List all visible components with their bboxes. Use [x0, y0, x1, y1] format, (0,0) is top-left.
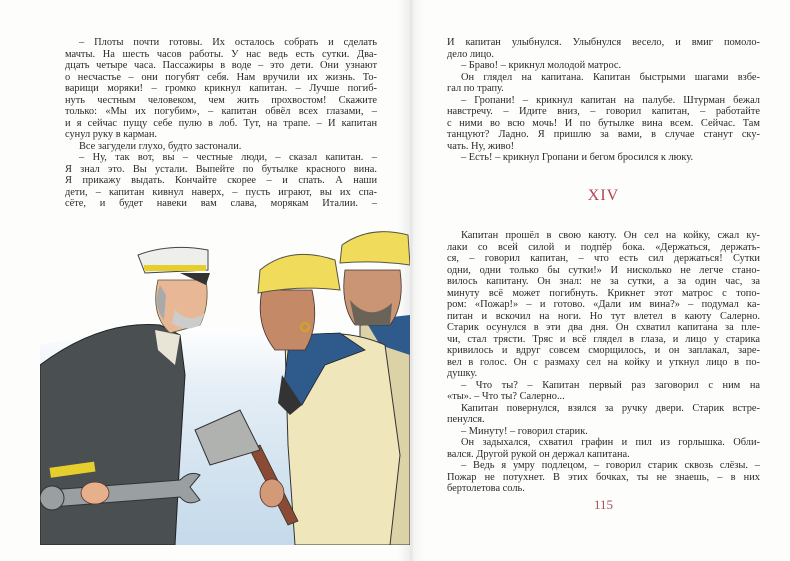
paragraph [447, 403, 760, 426]
text-line: одни, одни только бы сутки!» И нисколько не легче стано- [447, 264, 760, 276]
text-line: ся, – говорил капитан, – что есть сил держаться! Сутки [447, 253, 760, 264]
text-line: мачты. На шесть часов работы. У нас ведь есть сутки. Два- [65, 48, 377, 60]
text-line: Старик осунулся в эти два дня. Он схватил капитана за пле- [447, 322, 760, 333]
text-line: варищи моряки! – громко крикнул капитан. – Лучше погиб- [65, 83, 377, 94]
text-line: – Есть! – крикнул Гропани и бегом бросился к люку. [461, 152, 694, 163]
text-line: кривилось и вдруг совсем сморщилось, и он заплакал, заре- [447, 345, 760, 356]
illustration-captain-and-sailors [40, 225, 410, 545]
text-line: Капитан прошёл в свою каюту. Он сел на койку, сжал ку- [461, 230, 760, 241]
right-page-text-top [447, 37, 760, 164]
text-line: душку. [447, 368, 478, 379]
text-line: Капитан повернулся, взялся за ручку двери. Старик встре- [461, 402, 760, 414]
text-line: И капитан улыбнулся. Улыбнулся весело, и вмиг помоло- [447, 37, 760, 48]
text-line: навстречу. – Идите вниз, – говорил капитан, – работайте [447, 106, 760, 117]
text-line: ром: «Пожар!» – и готово. «Дали им вина?» – подумал ка- [447, 299, 760, 310]
paragraph [447, 230, 760, 380]
text-line: танцуют? Ладно. Я пришлю за вами, в случае станут ску- [447, 129, 760, 140]
text-line: Все загудели глухо, будто застонали. [79, 140, 242, 152]
text-line: нуть честным человеком, чем жить прохвостом! Скажите [65, 94, 377, 106]
paragraph [65, 37, 377, 141]
text-line: – Ведь я умру подлецом, – говорил старик сквозь слёзы. – [461, 460, 760, 471]
paragraph [447, 426, 760, 438]
text-line: – Что ты? – Капитан первый раз заговорил с ним на [461, 379, 760, 391]
text-line: сунул руку в карман. [65, 129, 158, 140]
text-line: Он задыхался, схватил графин и пил из горлышка. Обли- [461, 437, 760, 448]
left-page-text [65, 37, 377, 210]
paragraph [65, 141, 377, 153]
text-line: гал по трапу. [447, 83, 504, 94]
right-page-text-bottom [447, 230, 760, 495]
text-line: – Гропани! – крикнул капитан на палубе. Штурман бежал [461, 94, 760, 106]
text-line: о несчастье – они погубят себя. Нам вручили их жизнь. То- [65, 71, 377, 83]
text-line: Пожар не потухнет. В этих бочках, ты не знаешь, – в них [447, 471, 760, 483]
paragraph [447, 380, 760, 403]
text-line: вел в голос. Он с размаху сел на койку и уткнул лицо в по- [447, 356, 760, 368]
paragraph [447, 37, 760, 60]
text-line: – Ну, так вот, вы – честные люди, – сказал капитан. – [79, 152, 377, 163]
text-line: Я знал это. Вы устали. Выпейте по бутылке красного вина. [65, 163, 377, 175]
text-line: «ты». – Что ты? Салерно... [447, 391, 565, 402]
text-line: с ними во всю мочь! И по бутылке вина всем. Сейчас. Там [447, 117, 760, 129]
text-line: пенулся. [447, 414, 485, 425]
text-line: сёте, и будет навеки вам слава, морякам Италии. – [65, 198, 377, 209]
text-line: вался. Другой рукой он держал капитана. [447, 448, 630, 460]
page-number: 115 [593, 497, 614, 512]
text-line: Я прикажу выдать. Кончайте скорее – и спать. А наши [65, 175, 377, 186]
paragraph [65, 152, 377, 210]
text-line: лаки со всей силой и подпёр бока. «Держаться, держать- [447, 241, 760, 253]
paragraph [447, 72, 760, 95]
text-line: и я сейчас пущу себе пулю в лоб. Тут, на трапе. – И капитан [65, 117, 377, 129]
text-line: только: «Мы их погубим», – капитан обвёл всех глазами, – [65, 106, 377, 117]
paragraph [447, 460, 760, 495]
text-line: дцать четыре часа. Пассажиры в воде – это дети. Они узнают [65, 60, 377, 71]
text-line: – Минуту! – говорил старик. [461, 425, 588, 437]
paragraph [447, 437, 760, 460]
text-line: Он глядел на капитана. Капитан быстрыми шагами взбе- [461, 71, 760, 83]
paragraph [447, 60, 760, 72]
text-line: – Плоты почти готовы. Их осталось собрать и сделать [79, 37, 377, 48]
text-line: чать. Ну, живо! [447, 140, 515, 152]
text-line: питан и вскочил на ноги. Но тут влетел в каюту Салерно. [447, 310, 760, 322]
text-line: чи, стал трясти. Тряс и всё глядел в глаза, и лицо у старика [447, 333, 760, 345]
text-line: минуту всё может погибнуть. Крикнет этот матрос с топо- [447, 287, 760, 299]
text-line: дело лицо. [447, 48, 494, 60]
chapter-heading: XIV [587, 187, 620, 204]
text-line: – Браво! – крикнул молодой матрос. [461, 60, 622, 71]
text-line: вилось капитану. Он знал: не за сутки, а за один час, за [447, 276, 760, 287]
paragraph [447, 95, 760, 153]
text-line: дети, – капитан кивнул наверх, – пусть играют, вы их спа- [65, 186, 377, 198]
paragraph [447, 152, 760, 164]
text-line: бертолетова соль. [447, 483, 525, 494]
